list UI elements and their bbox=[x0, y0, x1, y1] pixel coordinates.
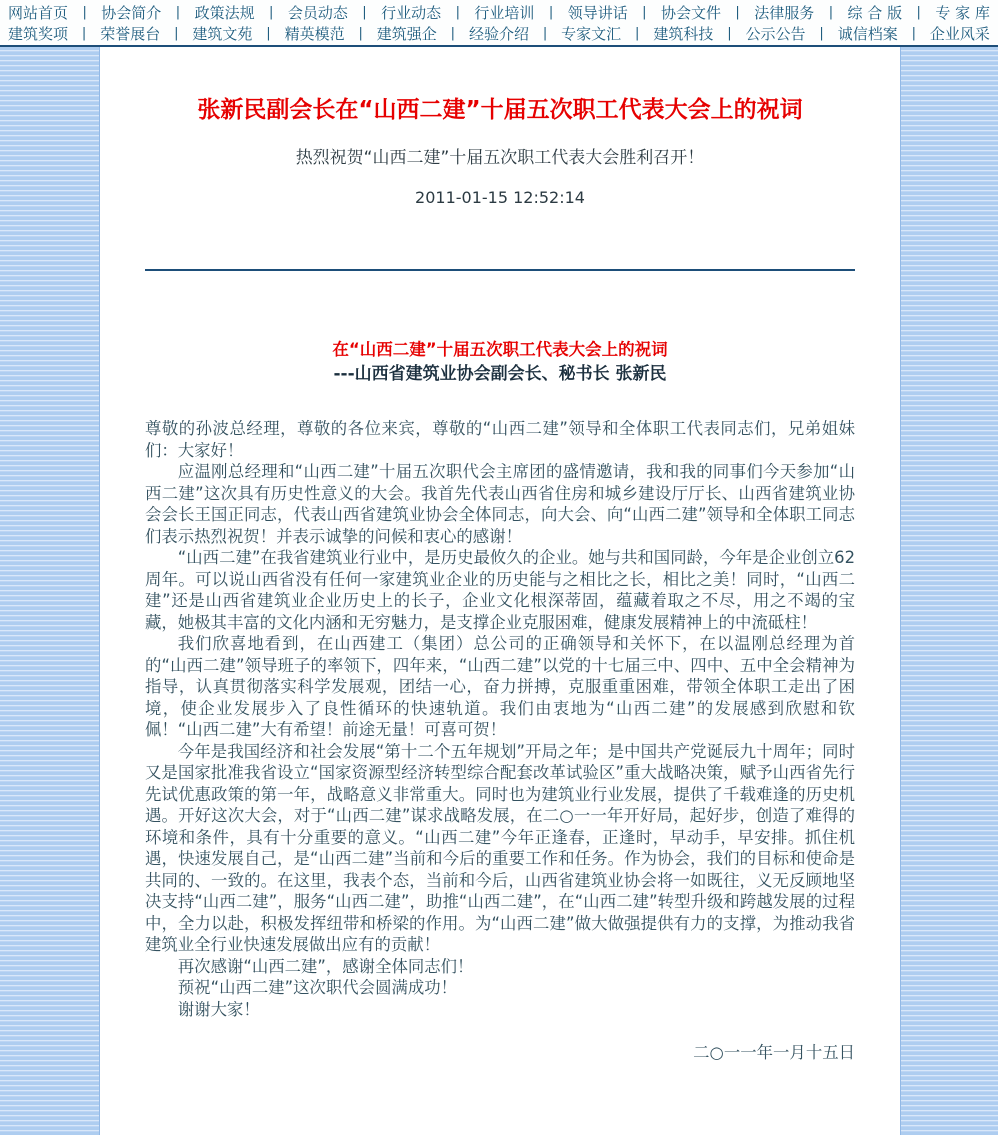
nav-separator: | bbox=[455, 5, 460, 20]
nav-separator: | bbox=[548, 5, 554, 20]
article-datetime: 2011-01-15 12:52:14 bbox=[415, 188, 585, 207]
nav-item-construction-literature[interactable]: 建筑文苑 bbox=[192, 25, 253, 43]
article-content bbox=[100, 47, 900, 1135]
speech-paragraph: 尊敬的孙波总经理，尊敬的各位来宾，尊敬的“山西二建”领导和全体职工代表同志们，兄弟姐妹们：大家好！ bbox=[145, 419, 855, 460]
nav-item-construction-tech[interactable]: 建筑科技 bbox=[653, 25, 714, 43]
nav-item-strong-enterprises[interactable]: 建筑强企 bbox=[376, 25, 437, 43]
right-stripe-decoration bbox=[900, 47, 998, 1135]
nav-item-expert-articles[interactable]: 专家文汇 bbox=[561, 25, 622, 43]
speech-paragraph: “山西二建”在我省建筑业行业中，是历史最攸久的企业。她与共和国同龄，今年是企业创立62周年。可以说山西省没有任何一家建筑业企业的历史能与之相比之长，相比之美！同时，“山西二建”还是山西省建筑业企业历史上的长子，企业文化根深蒂固，蕴藏着取之不尽，用之不竭的宝藏，她极其丰富的文化内涵和无穷魅力，是支撑企业克服困难，健康发展精神上的中流砥柱！ bbox=[145, 548, 855, 632]
nav-item-legal-services[interactable]: 法律服务 bbox=[754, 4, 815, 22]
nav-item-comprehensive-edition[interactable]: 综 合 版 bbox=[847, 4, 903, 22]
speech-paragraph: 再次感谢“山西二建”，感谢全体同志们！ bbox=[177, 956, 474, 976]
nav-separator: | bbox=[542, 26, 548, 41]
page-frame bbox=[0, 47, 998, 1135]
nav-separator: | bbox=[362, 5, 367, 20]
nav-item-experience-intro[interactable]: 经验介绍 bbox=[468, 25, 529, 43]
speech-body bbox=[145, 418, 855, 1020]
speech-paragraph: 今年是我国经济和社会发展“第十二个五年规划”开局之年；是中国共产党诞辰九十周年；同时又是国家批准我省设立“国家资源型经济转型综合配套改革试验区”重大战略决策，赋予山西省先行先试优惠政策的第一年，战略意义非常重大。同时也为建筑业行业发展，提供了千载难逢的历史机遇。开好这次大会，对于“山西二建”谋求战略发展，在二○一一年开好局，起好步，创造了难得的环境和条件，具有十分重要的意义。“山西二建”今年正逢春，正逢时，早动手，早安排。抓住机遇，快速发展自己，是“山西二建”当前和今后的重要工作和任务。作为协会，我们的目标和使命是共同的、一致的。在这里，我表个态，当前和今后，山西省建筑业协会将一如既往，义无反顾地坚决支持“山西二建”，服务“山西二建”，助推“山西二建”，在“山西二建”转型升级和跨越发展的过程中，全力以赴，积极发挥纽带和桥梁的作用。为“山西二建”做大做强提供有力的支撑，为推动我省建筑业全行业快速发展做出应有的贡献！ bbox=[145, 741, 855, 954]
signoff-date: 二○一一年一月十五日 bbox=[693, 1043, 855, 1062]
nav-item-elite-models[interactable]: 精英模范 bbox=[284, 25, 345, 43]
nav-separator: | bbox=[175, 5, 181, 20]
nav-separator: | bbox=[174, 26, 179, 41]
nav-separator: | bbox=[82, 5, 87, 20]
nav-item-association-documents[interactable]: 协会文件 bbox=[660, 4, 721, 22]
speech-paragraph: 谢谢大家！ bbox=[177, 999, 260, 1019]
nav-separator: | bbox=[358, 26, 363, 41]
nav-item-public-notices[interactable]: 公示公告 bbox=[745, 25, 806, 43]
nav-separator: | bbox=[735, 5, 740, 20]
speech-byline: ---山西省建筑业协会副会长、秘书长 张新民 bbox=[333, 364, 667, 384]
nav-separator: | bbox=[269, 5, 274, 20]
nav-item-association-intro[interactable]: 协会简介 bbox=[101, 4, 162, 22]
nav-separator: | bbox=[916, 5, 921, 20]
nav-separator: | bbox=[911, 26, 916, 41]
nav-item-construction-awards[interactable]: 建筑奖项 bbox=[8, 25, 69, 43]
top-navigation bbox=[0, 0, 998, 45]
nav-item-honor-showcase[interactable]: 荣誉展台 bbox=[100, 25, 161, 43]
speech-heading: 在“山西二建”十届五次职工代表大会上的祝词 bbox=[332, 340, 668, 359]
nav-item-industry-news[interactable]: 行业动态 bbox=[381, 4, 442, 22]
nav-item-leader-speeches[interactable]: 领导讲话 bbox=[567, 4, 628, 22]
nav-separator: | bbox=[828, 5, 834, 20]
nav-item-integrity-records[interactable]: 诚信档案 bbox=[837, 25, 898, 43]
speech-paragraph: 应温刚总经理和“山西二建”十届五次职代会主席团的盛情邀请，我和我的同事们今天参加“山西二建”这次具有历史性意义的大会。我首先代表山西省住房和城乡建设厅厅长、山西省建筑业协会会长王国正同志，代表山西省建筑业协会全体同志，向大会、向“山西二建”领导和全体职工同志们表示热烈祝贺！并表示诚挚的问候和衷心的感谢！ bbox=[145, 462, 855, 546]
nav-separator: | bbox=[81, 26, 87, 41]
nav-item-industry-training[interactable]: 行业培训 bbox=[474, 4, 535, 22]
nav-separator: | bbox=[642, 5, 647, 20]
nav-item-policy-regulations[interactable]: 政策法规 bbox=[194, 4, 255, 22]
left-stripe-decoration bbox=[0, 47, 100, 1135]
nav-separator: | bbox=[266, 26, 271, 41]
nav-separator: | bbox=[635, 26, 640, 41]
nav-separator: | bbox=[450, 26, 456, 41]
nav-row-1 bbox=[8, 2, 990, 23]
speech-paragraph: 我们欣喜地看到，在山西建工（集团）总公司的正确领导和关怀下，在以温刚总经理为首的“山西二建”领导班子的率领下，四年来，“山西二建”以党的十七届三中、四中、五中全会精神为指导，认真贯彻落实科学发展观，团结一心，奋力拼搏，克服重重困难，带领全体职工走出了困境，使企业发展步入了良性循环的快速轨道。我们由衷地为“山西二建”的发展感到欣慰和钦佩！“山西二建”大有希望！前途无量！可喜可贺！ bbox=[145, 634, 855, 739]
page-title: 张新民副会长在“山西二建”十届五次职工代表大会上的祝词 bbox=[197, 97, 803, 123]
nav-item-member-news[interactable]: 会员动态 bbox=[287, 4, 348, 22]
nav-separator: | bbox=[819, 26, 824, 41]
horizontal-divider bbox=[145, 269, 855, 271]
nav-item-site-home[interactable]: 网站首页 bbox=[8, 4, 69, 22]
nav-item-expert-database[interactable]: 专 家 库 bbox=[935, 4, 990, 22]
speech-paragraph: 预祝“山西二建”这次职代会圆满成功！ bbox=[177, 978, 458, 997]
article-subtitle: 热烈祝贺“山西二建”十届五次职工代表大会胜利召开！ bbox=[295, 148, 705, 168]
nav-row-2 bbox=[8, 23, 990, 44]
nav-separator: | bbox=[727, 26, 732, 41]
nav-item-enterprise-style[interactable]: 企业风采 bbox=[929, 25, 990, 43]
